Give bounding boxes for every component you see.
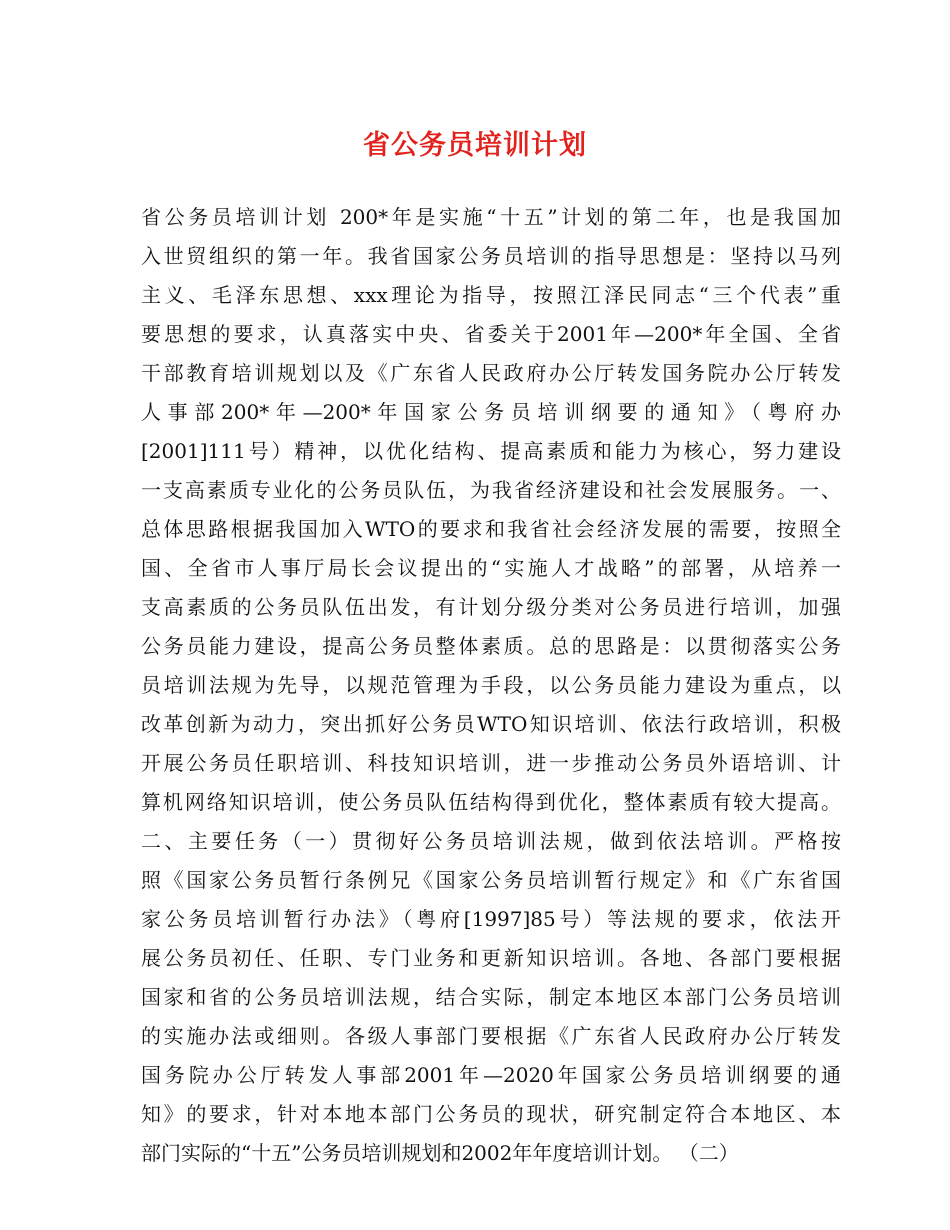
body-line: 国家和省的公务员培训法规，结合实际，制定本地区本部门公务员培训 — [141, 985, 841, 1009]
body-line: 二、主要任务（一）贯彻好公务员培训法规，做到依法培训。严格按 — [141, 829, 841, 853]
body-line: 算机网络知识培训，使公务员队伍结构得到优化，整体素质有较大提高。 — [141, 790, 841, 814]
body-line: 干部教育培训规划以及《广东省人民政府办公厅转发国务院办公厅转发 — [141, 361, 841, 385]
body-line: 国、全省市人事厅局长会议提出的“实施人才战略”的部署，从培养一 — [141, 556, 841, 580]
body-line: 入世贸组织的第一年。我省国家公务员培训的指导思想是：坚持以马列 — [141, 244, 841, 268]
body-line: 国务院办公厅转发人事部2001年—2020年国家公务员培训纲要的通 — [141, 1063, 841, 1087]
body-line: 总体思路根据我国加入WTO的要求和我省社会经济发展的需要，按照全 — [141, 517, 841, 541]
body-line: 展公务员初任、任职、专门业务和更新知识培训。各地、各部门要根据 — [141, 946, 841, 970]
body-line: [2001]111号）精神，以优化结构、提高素质和能力为核心，努力建设 — [141, 439, 841, 463]
body-line: 要思想的要求，认真落实中央、省委关于2001年—200*年全国、全省 — [141, 322, 841, 346]
body-line: 省公务员培训计划 200*年是实施“十五”计划的第二年，也是我国加 — [141, 205, 841, 229]
body-line: 的实施办法或细则。各级人事部门要根据《广东省人民政府办公厅转发 — [141, 1024, 841, 1048]
body-line: 支高素质的公务员队伍出发，有计划分级分类对公务员进行培训，加强 — [141, 595, 841, 619]
body-line: 人事部200*年—200*年国家公务员培训纲要的通知》（粤府办 — [141, 400, 841, 424]
document-title: 省公务员培训计划 — [363, 130, 587, 161]
body-line: 公务员能力建设，提高公务员整体素质。总的思路是：以贯彻落实公务 — [141, 634, 841, 658]
body-line: 照《国家公务员暂行条例兄《国家公务员培训暂行规定》和《广东省国 — [141, 868, 841, 892]
document-body — [141, 198, 841, 1173]
body-line: 家公务员培训暂行办法》（粤府[1997]85号）等法规的要求，依法开 — [141, 907, 841, 931]
body-line: 员培训法规为先导，以规范管理为手段，以公务员能力建设为重点，以 — [141, 673, 841, 697]
body-line: 开展公务员任职培训、科技知识培训，进一步推动公务员外语培训、计 — [141, 751, 841, 775]
body-line: 改革创新为动力，突出抓好公务员WTO知识培训、依法行政培训，积极 — [141, 712, 841, 736]
body-line: 部门实际的“十五”公务员培训规划和2002年年度培训计划。 （二） — [141, 1141, 739, 1165]
body-line: 主义、毛泽东思想、xxx理论为指导，按照江泽民同志“三个代表”重 — [141, 283, 841, 307]
body-line: 一支高素质专业化的公务员队伍，为我省经济建设和社会发展服务。一、 — [141, 478, 841, 502]
body-line: 知》的要求，针对本地本部门公务员的现状，研究制定符合本地区、本 — [141, 1102, 841, 1126]
